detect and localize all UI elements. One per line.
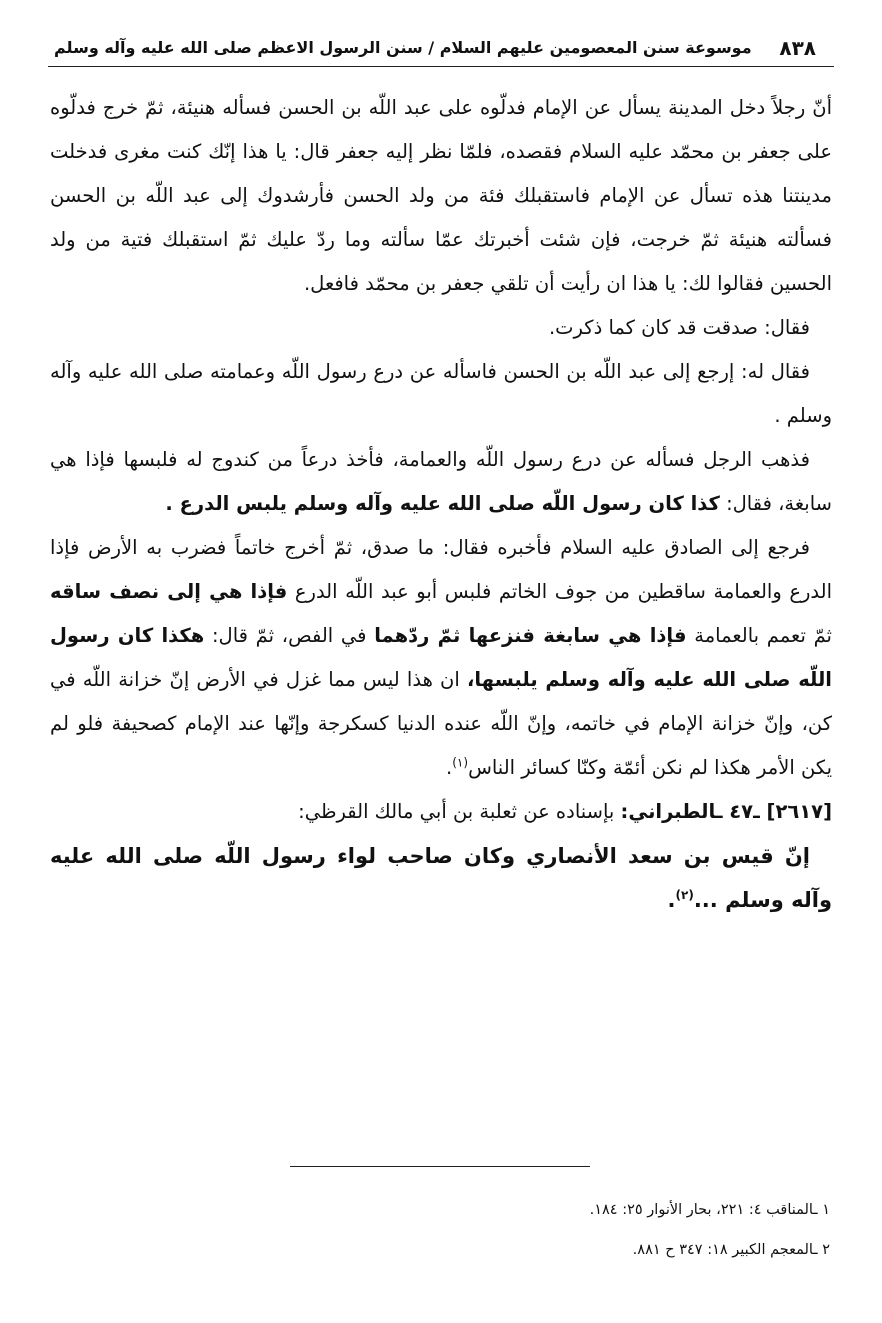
footnote-1: ١ ـالمناقب ٤: ٢٢١، بحار الأنوار ٢٥: ١٨٤. [589, 1202, 830, 1218]
paragraph-4-bold: كذا كان رسول اللّه صلى الله عليه وآله وسلم يلبس الدرع . [165, 492, 720, 515]
paragraph-3: فقال له: إرجع إلى عبد اللّه بن الحسن فاسأله عن درع رسول اللّه وعمامته صلى الله عليه وآله وسلم . [50, 360, 832, 427]
paragraph-5-part-a: فرجع إلى الصادق عليه السلام فأخبره فقال: ما صدق، ثمّ أخرج خاتماً فضرب به الأرض فإذا الدرع والعمامة ساقطين من جوف الخاتم فلبس أبو عبد اللّه الدرع [50, 536, 832, 603]
footnote-divider [290, 1166, 590, 1167]
footnote-ref-2[interactable]: (٢) [675, 888, 694, 902]
footnotes [50, 1190, 830, 1270]
hadith-text-body: إنّ قيس بن سعد الأنصاري وكان صاحب لواء رسول اللّه صلى الله عليه وآله وسلم ... [50, 844, 832, 912]
page-header [48, 30, 834, 67]
paragraph-2: فقال: صدقت قد كان كما ذكرت. [548, 316, 810, 339]
paragraph-1: أنّ رجلاً دخل المدينة يسأل عن الإمام فدلّوه على عبد اللّه بن الحسن فسأله هنيئة، ثمّ خرج فدلّوه على جعفر بن محمّد عليه السلام فقصده، فلمّا نظر إليه جعفر قال: يا هذا إنّك كنت مغرى فدخلت مدينتنا هذه تسأل عن الإمام فاستقبلك فئة من ولد الحسن فأرشدوك إلى عبد اللّه بن الحسن فسألته هنيئة ثمّ خرجت، فإن شئت أخبرتك عمّا سألته وما ردّ عليك ثمّ استقبلك فتية من ولد الحسين فقالوا لك: يا هذا ان رأيت أن تلقي جعفر بن محمّد فافعل. [50, 96, 832, 295]
footnote-2: ٢ ـالمعجم الكبير ١٨: ٣٤٧ ح ٨٨١. [632, 1242, 830, 1258]
hadith-end: . [667, 888, 676, 912]
paragraph-5-part-e: في الفص، ثمّ قال: [204, 624, 375, 647]
paragraph-5-part-f: هكذا كان رسول اللّه صلى الله عليه وآله وسلم يلبسها، [50, 624, 832, 691]
paragraph-5-end: . [446, 756, 453, 779]
hadith-source: الطبراني: [620, 800, 716, 823]
page-number: ٨٣٨ [779, 36, 816, 60]
main-text [50, 86, 832, 922]
paragraph-5-part-d: فإذا هي سابغة فنزعها ثمّ ردّهما [374, 624, 687, 647]
running-title: موسوعة سنن المعصومين عليهم السلام / سنن الرسول الاعظم صلى الله عليه وآله وسلم [54, 38, 752, 57]
paragraph-4-text: فذهب الرجل فسأله عن درع رسول اللّه والعمامة، فأخذ درعاً من كندوج له فلبسها فإذا هي سابغة، فقال: [50, 448, 832, 515]
footnote-ref-1[interactable]: (١) [452, 755, 469, 770]
paragraph-5 [50, 526, 832, 790]
paragraph-5-part-b: فإذا هي إلى نصف ساقه [50, 580, 288, 603]
paragraph-5-part-g: ان هذا ليس مما غزل في الأرض إنّ خزانة اللّه في كن، وإنّ خزانة الإمام في خاتمه، وإنّ اللّه عنده الدنيا كسكرجة وإنّها عند الإمام كصحيفة فلو لم يكن الأمر هكذا لم نكن أئمّة وكنّا كسائر الناس [50, 668, 832, 779]
hadith-chain: بإسناده عن ثعلبة بن أبي مالك القرظي: [298, 800, 621, 823]
hadith-heading [50, 790, 832, 834]
hadith-text [50, 834, 832, 922]
hadith-number: [٢٦١٧] ـ٤٧ ـ [715, 800, 832, 823]
paragraph-5-part-c: ثمّ تعمم بالعمامة [686, 624, 832, 647]
paragraph-4 [50, 438, 832, 526]
